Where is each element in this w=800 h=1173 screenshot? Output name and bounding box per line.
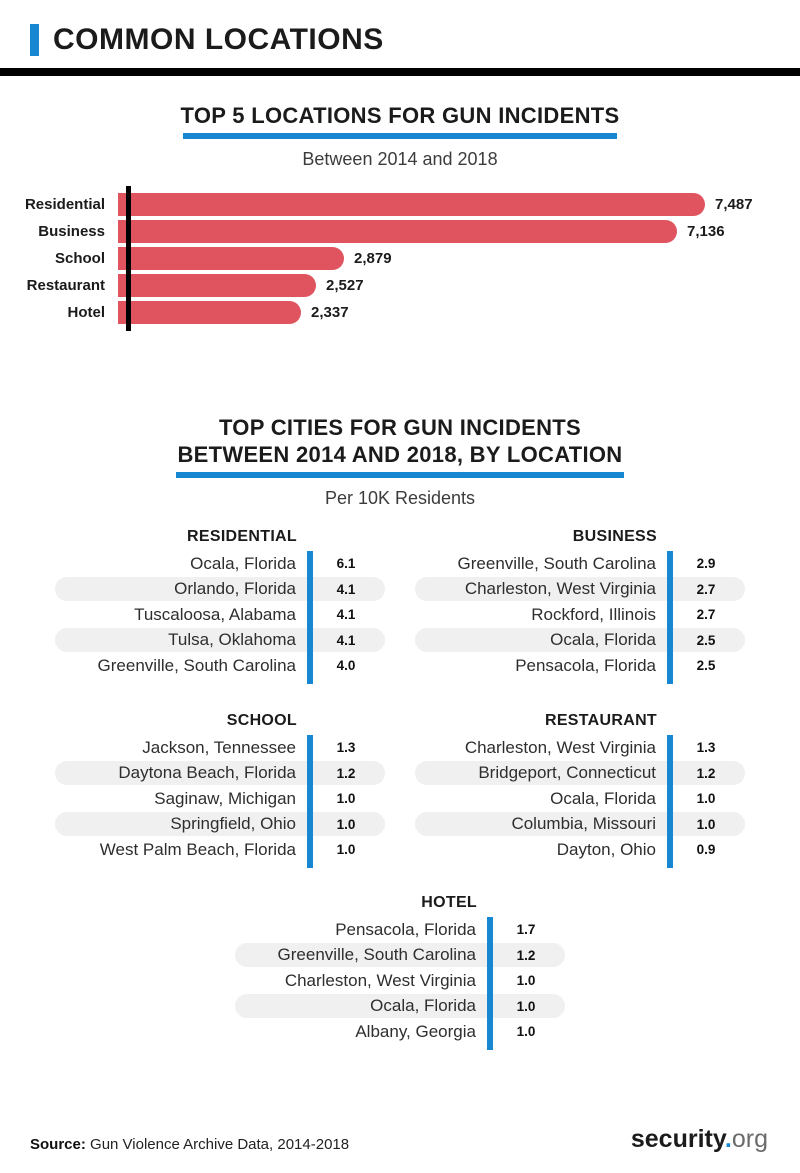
bar <box>118 220 677 243</box>
city-name: Albany, Georgia <box>355 1021 476 1041</box>
city-value: 1.0 <box>696 816 716 832</box>
bar-value-label: 2,337 <box>311 304 349 321</box>
city-name: Orlando, Florida <box>174 579 296 598</box>
source-note <box>30 1136 349 1153</box>
table-row <box>55 736 385 760</box>
city-value: 1.3 <box>336 740 356 755</box>
city-value: 1.2 <box>336 765 356 781</box>
tables-row-residential-business <box>55 523 745 679</box>
header-accent-bar <box>30 24 39 56</box>
bar <box>118 193 705 216</box>
city-value: 4.1 <box>336 632 356 648</box>
brand-dot: . <box>724 1125 732 1153</box>
bar-chart <box>0 191 800 326</box>
city-name: Tulsa, Oklahoma <box>168 630 296 649</box>
bar <box>118 247 344 270</box>
bar-value-label: 2,527 <box>326 277 364 294</box>
bar-category-label: Hotel <box>67 304 105 321</box>
bar-category-label: Residential <box>24 196 105 213</box>
city-name: Dayton, Ohio <box>556 839 656 859</box>
brand-name: security <box>630 1125 725 1153</box>
city-name: Daytona Beach, Florida <box>118 763 296 782</box>
city-tables-section <box>0 414 800 1044</box>
city-name: Tuscaloosa, Alabama <box>134 604 296 624</box>
table-row <box>415 552 745 576</box>
tables-subtitle: Per 10K Residents <box>324 488 476 508</box>
table-divider-line <box>307 735 313 868</box>
table-row <box>415 654 745 678</box>
city-name: Ocala, Florida <box>190 553 296 573</box>
bar-row <box>0 299 800 326</box>
city-name: Rockford, Illinois <box>531 604 656 624</box>
city-name: Greenville, South Carolina <box>97 655 296 675</box>
bar <box>118 301 301 324</box>
city-value: 1.0 <box>516 1024 536 1039</box>
city-name: Greenville, South Carolina <box>277 945 476 964</box>
header-divider <box>0 68 800 76</box>
tables-row-hotel <box>235 889 565 1044</box>
city-value: 1.0 <box>336 842 356 857</box>
city-name: Charleston, West Virginia <box>284 970 476 990</box>
city-name: Springfield, Ohio <box>170 814 296 833</box>
table-header: SCHOOL <box>226 712 297 729</box>
tables-title-line2: BETWEEN 2014 AND 2018, BY LOCATION <box>177 442 623 467</box>
city-value: 4.1 <box>336 581 356 597</box>
table-row <box>55 812 385 836</box>
bar-value-label: 7,487 <box>715 196 753 213</box>
table-divider-line <box>667 551 673 684</box>
city-value: 1.0 <box>516 973 536 988</box>
table-divider-line <box>487 917 493 1050</box>
city-name: Charleston, West Virginia <box>464 579 656 598</box>
table-row <box>415 761 745 785</box>
table-row <box>415 838 745 862</box>
city-name: Ocala, Florida <box>370 996 476 1015</box>
tables-title-line1: TOP CITIES FOR GUN INCIDENTS <box>218 415 582 440</box>
city-table-residential <box>55 523 385 679</box>
city-value: 2.5 <box>696 632 716 648</box>
bar-value-label: 7,136 <box>687 223 725 240</box>
city-value: 2.5 <box>696 658 716 673</box>
bar-category-label: Restaurant <box>26 277 105 294</box>
bar-value-label: 2,879 <box>354 250 392 267</box>
table-header: HOTEL <box>421 894 477 911</box>
table-row <box>415 577 745 601</box>
bar-category-label: Business <box>38 223 105 240</box>
city-value: 6.1 <box>336 556 356 571</box>
city-table-hotel <box>235 889 565 1044</box>
city-name: Bridgeport, Connecticut <box>478 763 656 782</box>
table-row <box>55 761 385 785</box>
table-row <box>235 1020 565 1044</box>
table-row <box>235 994 565 1018</box>
city-name: Jackson, Tennessee <box>142 737 296 757</box>
bar-row <box>0 272 800 299</box>
city-name: Charleston, West Virginia <box>464 737 656 757</box>
bar-row <box>0 218 800 245</box>
brand-logo <box>631 1125 768 1153</box>
bar-chart-section <box>0 102 800 326</box>
city-value: 1.3 <box>696 740 716 755</box>
chart-title: TOP 5 LOCATIONS FOR GUN INCIDENTS <box>180 103 620 128</box>
city-table-restaurant <box>415 707 745 863</box>
city-value: 1.0 <box>336 816 356 832</box>
city-value: 4.0 <box>336 658 356 673</box>
table-header: RESIDENTIAL <box>187 528 297 545</box>
table-header: RESTAURANT <box>544 712 657 729</box>
city-name: Ocala, Florida <box>550 788 656 808</box>
city-value: 0.9 <box>696 842 716 857</box>
city-name: Ocala, Florida <box>550 630 656 649</box>
tables-row-school-restaurant <box>55 707 745 863</box>
table-divider-line <box>307 551 313 684</box>
table-row <box>235 969 565 993</box>
table-row <box>415 736 745 760</box>
city-name: Greenville, South Carolina <box>457 553 656 573</box>
city-value: 1.0 <box>696 791 716 806</box>
table-row <box>415 603 745 627</box>
city-value: 2.7 <box>696 607 716 622</box>
bar-category-label: School <box>54 250 105 267</box>
page-footer <box>30 1125 768 1153</box>
chart-subtitle: Between 2014 and 2018 <box>302 149 498 169</box>
source-label: Source: <box>30 1136 86 1153</box>
table-row <box>55 577 385 601</box>
bar-row <box>0 245 800 272</box>
page-header <box>0 23 800 76</box>
chart-axis-line <box>126 186 131 331</box>
city-value: 1.0 <box>516 998 536 1014</box>
city-value: 1.2 <box>516 947 536 963</box>
table-row <box>415 628 745 652</box>
city-name: Pensacola, Florida <box>335 919 476 939</box>
city-table-school <box>55 707 385 863</box>
bar <box>118 274 316 297</box>
city-value: 4.1 <box>336 607 356 622</box>
source-text: Gun Violence Archive Data, 2014-2018 <box>90 1136 350 1153</box>
city-value: 2.7 <box>696 581 716 597</box>
table-row <box>235 918 565 942</box>
city-name: Columbia, Missouri <box>511 814 656 833</box>
table-row <box>235 943 565 967</box>
city-value: 2.9 <box>696 556 716 571</box>
page-title: COMMON LOCATIONS <box>53 23 384 56</box>
table-row <box>55 654 385 678</box>
city-name: Saginaw, Michigan <box>154 788 296 808</box>
city-name: West Palm Beach, Florida <box>99 839 296 859</box>
city-table-business <box>415 523 745 679</box>
tables-title-underline <box>176 472 624 478</box>
table-row <box>55 603 385 627</box>
table-header: BUSINESS <box>572 528 657 545</box>
table-row <box>55 628 385 652</box>
table-row <box>55 787 385 811</box>
brand-tld: org <box>731 1125 768 1153</box>
city-value: 1.0 <box>336 791 356 806</box>
city-name: Pensacola, Florida <box>515 655 656 675</box>
table-row <box>55 552 385 576</box>
city-value: 1.7 <box>516 922 536 937</box>
table-divider-line <box>667 735 673 868</box>
city-value: 1.2 <box>696 765 716 781</box>
bar-row <box>0 191 800 218</box>
table-row <box>415 787 745 811</box>
chart-title-underline <box>183 133 617 139</box>
table-row <box>415 812 745 836</box>
table-row <box>55 838 385 862</box>
